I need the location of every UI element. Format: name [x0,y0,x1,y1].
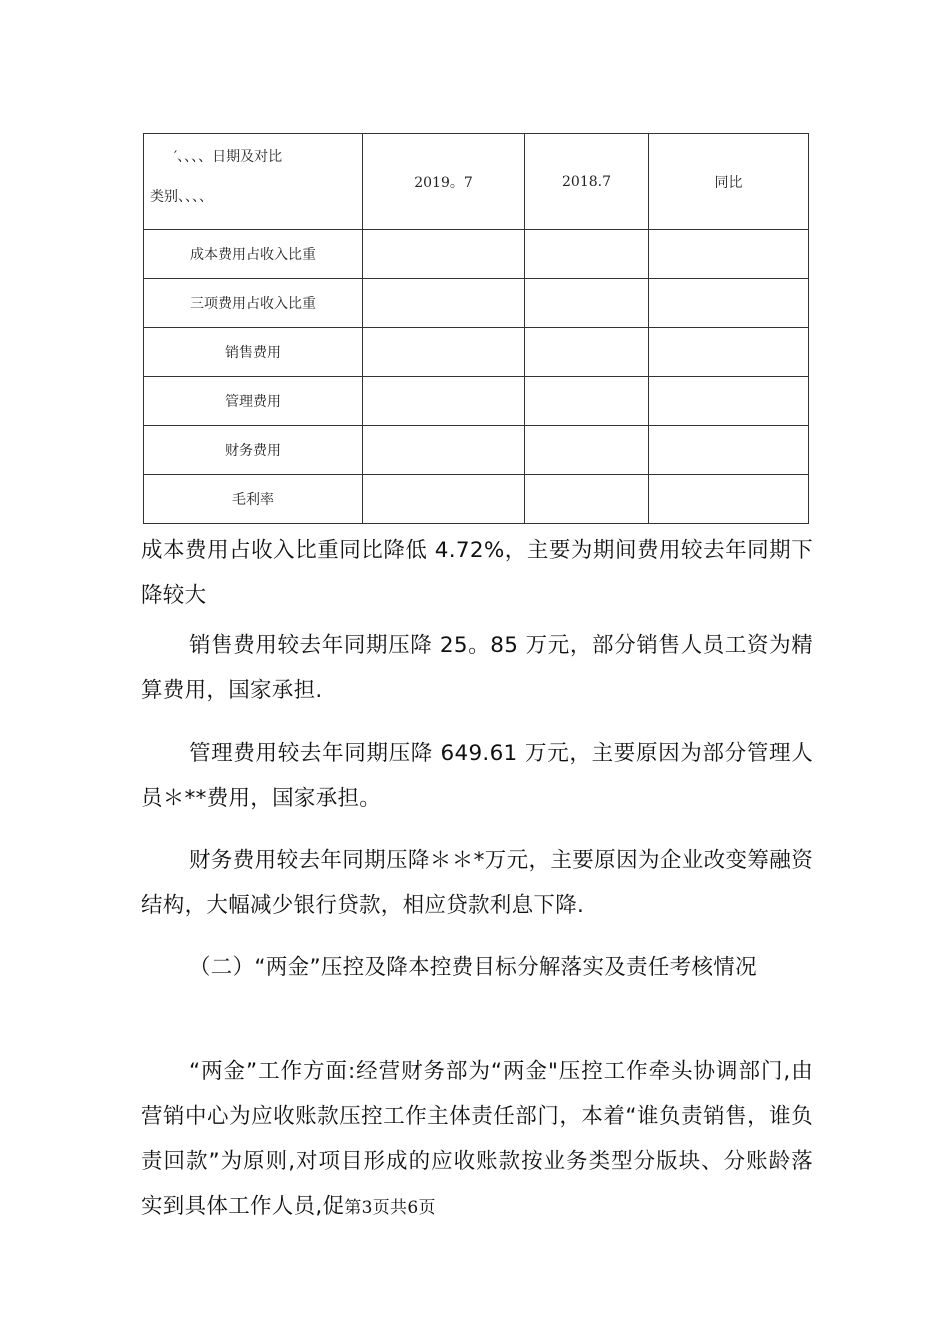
row-label: 财务费用 [144,426,363,475]
header-category-label: 类别、、、、 [150,189,213,205]
cost-comparison-table [143,133,809,524]
diagonal-header-cell [144,134,363,230]
row-label: 毛利率 [144,475,363,524]
page-footer: 第3页共6页 [344,1198,436,1218]
table-cell [525,426,649,475]
table-header-row [144,134,809,230]
table-row [144,475,809,524]
table-cell [525,328,649,377]
table-cell [525,279,649,328]
table-cell [649,328,809,377]
table-cell [525,230,649,279]
header-2019-7: 2019。7 [363,134,525,230]
table-cell [649,426,809,475]
paragraph-admin-expense: 管理费用较去年同期压降 649.61 万元，主要原因为部分管理人员＊**费用，国家承担。 [141,741,813,811]
table-cell [649,279,809,328]
header-yoy: 同比 [649,134,809,230]
paragraph-two-funds-text: “两金”工作方面:经营财务部为“两金"压控工作牵头协调部门,由营销中心为应收账款压控工作主体责任部门，本着“谁负责销售，谁负责回款”为原则,对项目形成的应收账款按业务类型分版块、分账龄落实到具体工作人员,促 [141,1059,813,1219]
table-row [144,230,809,279]
table-row [144,279,809,328]
table-cell [525,377,649,426]
header-date-label: ′、、、、日期及对比 [174,149,283,165]
table-cell [363,377,525,426]
table-cell [363,328,525,377]
paragraph-cost-ratio: 成本费用占收入比重同比降低 4.72%，主要为期间费用较去年同期下降较大 [141,538,813,608]
row-label: 成本费用占收入比重 [144,230,363,279]
paragraph-finance-expense: 财务费用较去年同期压降＊＊*万元，主要原因为企业改变筹融资结构，大幅减少银行贷款，相应贷款利息下降. [141,848,813,918]
row-label: 销售费用 [144,328,363,377]
table-row [144,328,809,377]
section-heading-two-funds: （二）“两金”压控及降本控费目标分解落实及责任考核情况 [189,955,757,980]
table-row [144,377,809,426]
table-row [144,426,809,475]
table-cell [649,377,809,426]
paragraph-sales-expense: 销售费用较去年同期压降 25。85 万元，部分销售人员工资为精算费用，国家承担. [141,633,813,703]
row-label: 管理费用 [144,377,363,426]
table-cell [363,279,525,328]
table-cell [649,475,809,524]
header-2018-7: 2018.7 [525,134,649,230]
table-cell [363,230,525,279]
table-cell [525,475,649,524]
table-cell [363,475,525,524]
row-label: 三项费用占收入比重 [144,279,363,328]
paragraph-two-funds-work [141,1049,813,1231]
table-cell [649,230,809,279]
table-cell [363,426,525,475]
